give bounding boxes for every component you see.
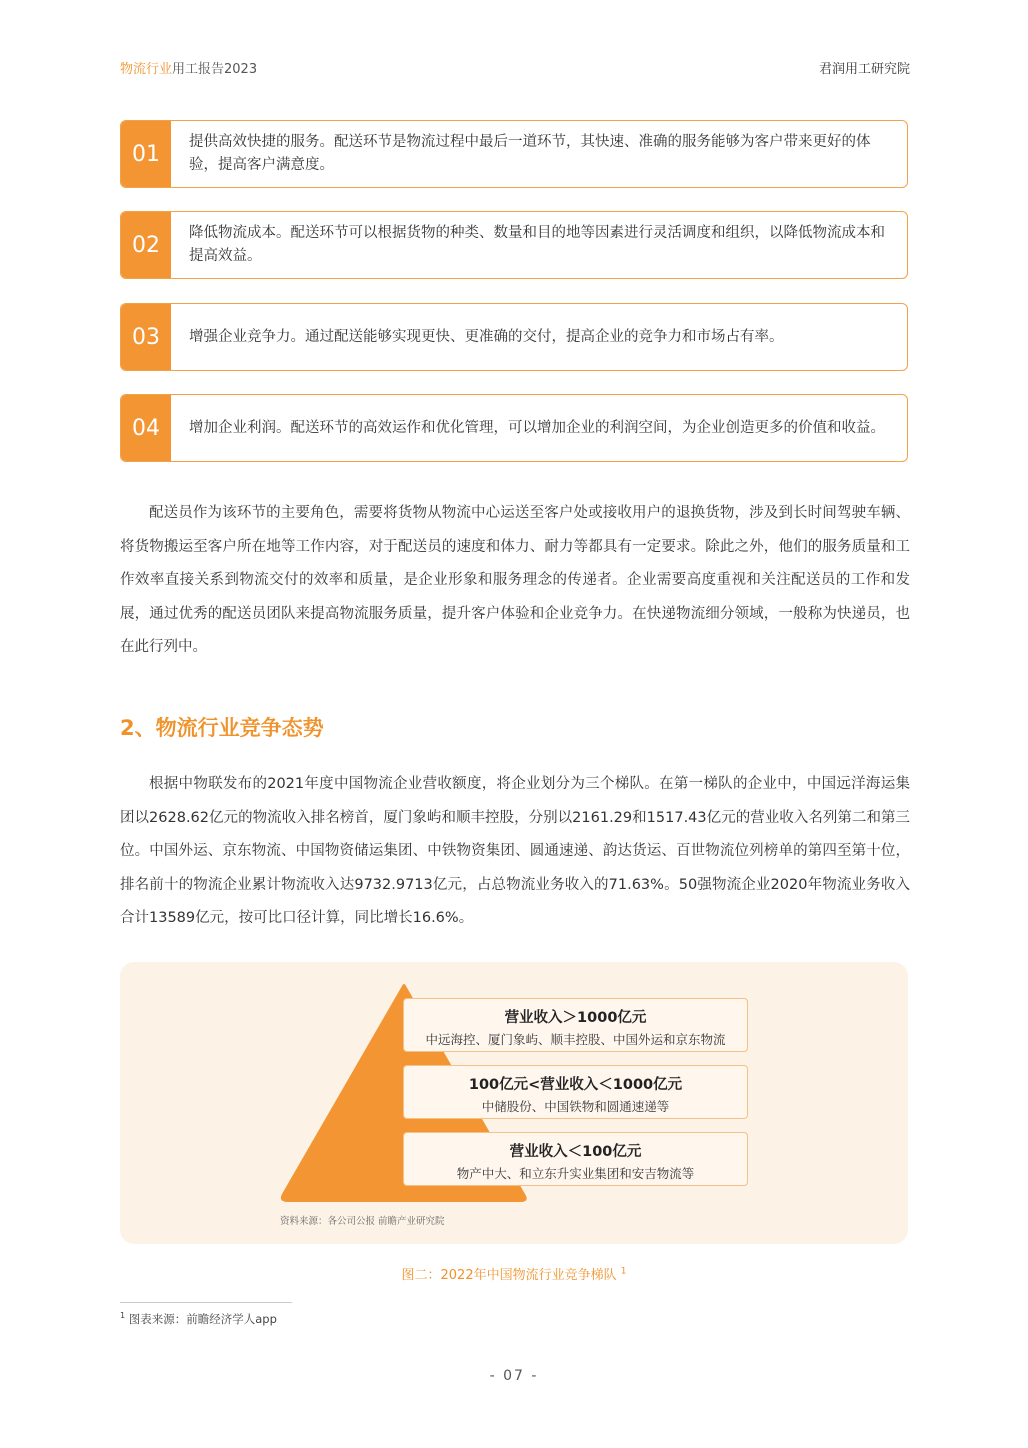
figure-source: 资料来源：各公司公报 前瞻产业研究院 (280, 1216, 445, 1227)
tier-title: 100亿元<营业收入＜1000亿元 (468, 1077, 683, 1093)
page-number: - 07 - (489, 1368, 539, 1384)
point-card-01 (120, 120, 908, 188)
tier-description: 物产中大、和立东升实业集团和安吉物流等 (456, 1166, 695, 1181)
report-title-accent: 物流行业 (120, 62, 173, 77)
body-paragraph: 根据中物联发布的2021年度中国物流企业营收额度，将企业划分为三个梯队。在第一梯队的企业中，中国远洋海运集团以2628.62亿元的物流收入排名榜首，厦门象屿和顺丰控股，分别以2161.29和1517.43亿元的营业收入名列第二和第三位。中国外运、京东物流、中国物资储运集团、中铁物资集团、圆通速递、韵达货运、百世物流位列榜单的第四至第十位，排名前十的物流企业累计物流收入达9732.9713亿元，占总物流业务收入的71.63%。50强物流企业2020年物流业务收入合计13589亿元，按可比口径计算，同比增长16.6%。 (120, 776, 910, 926)
tier-1 (403, 998, 748, 1052)
point-text: 降低物流成本。配送环节可以根据货物的种类、数量和目的地等因素进行灵活调度和组织，以降低物流成本和提高效益。 (189, 225, 885, 264)
point-text: 增加企业利润。配送环节的高效运作和优化管理，可以增加企业的利润空间，为企业创造更多的价值和收益。 (189, 419, 885, 436)
point-text: 提供高效快捷的服务。配送环节是物流过程中最后一道环节，其快速、准确的服务能够为客户带来更好的体验，提高客户满意度。 (189, 134, 871, 173)
body-paragraph: 配送员作为该环节的主要角色，需要将货物从物流中心运送至客户处或接收用户的退换货物，涉及到长时间驾驶车辆、将货物搬运至客户所在地等工作内容，对于配送员的速度和体力、耐力等都具有一定要求。除此之外，他们的服务质量和工作效率直接关系到物流交付的效率和质量，是企业形象和服务理念的传递者。企业需要高度重视和关注配送员的工作和发展，通过优秀的配送员团队来提高物流服务质量，提升客户体验和企业竞争力。在快递物流细分领域，一般称为快递员，也在此行列中。 (120, 505, 910, 655)
footnote-reference[interactable]: 1 (620, 1266, 627, 1277)
report-title-rest: 用工报告2023 (172, 62, 258, 77)
tier-title: 营业收入＞1000亿元 (504, 1010, 647, 1026)
footnote-divider (120, 1302, 292, 1303)
footnote-marker: 1 (120, 1311, 126, 1321)
point-number: 01 (121, 121, 171, 187)
tier-description: 中远海控、厦门象屿、顺丰控股、中国外运和京东物流 (425, 1032, 726, 1047)
section-heading: 2、物流行业竞争态势 (120, 716, 324, 740)
figure-caption (0, 1264, 1028, 1283)
point-card-04 (120, 394, 908, 462)
publisher-name: 君润用工研究院 (818, 62, 910, 77)
footnote (120, 1311, 277, 1327)
point-number: 04 (121, 395, 171, 461)
tier-3 (403, 1132, 748, 1186)
footnote-text: 图表来源：前瞻经济学人app (128, 1312, 277, 1326)
point-text: 增强企业竞争力。通过配送能够实现更快、更准确的交付，提高企业的竞争力和市场占有率。 (189, 328, 784, 345)
tier-2 (403, 1065, 748, 1119)
tier-description: 中储股份、中国铁物和圆通速递等 (481, 1099, 670, 1114)
tier-title: 营业收入＜100亿元 (509, 1144, 642, 1160)
point-card-03 (120, 303, 908, 371)
point-number: 03 (121, 304, 171, 370)
point-card-02 (120, 211, 908, 279)
point-number: 02 (121, 212, 171, 278)
report-title (120, 58, 257, 77)
figure-caption-text: 图二：2022年中国物流行业竞争梯队 (401, 1268, 617, 1283)
